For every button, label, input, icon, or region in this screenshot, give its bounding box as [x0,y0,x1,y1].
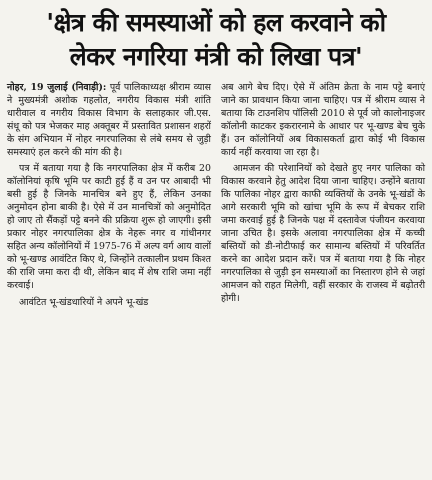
right-column [221,82,425,313]
left-column [7,82,211,313]
article-body [7,82,425,313]
paragraph-3: आवंटित भू-खंडधारियों ने अपने भू-खंड [19,296,149,308]
paragraph-1 [7,82,211,159]
paragraph-4: अब आगे बेच दिए। ऐसे में अंतिम क्रेता के नाम पट्टे बनाएं जाने का प्रावधान किया जाना चाहिए। पत्र में श्रीराम व्यास ने बताया कि टाउनशिप पॉलिसी 2010 से पूर्व जो कालोनाइजर कॉलोनी काटकर इकरारनामे के आधार पर भू-खण्ड बेच चुके हैं। उन कॉलोनियों अब विकासकर्ता द्वारा कोई भी विकास कार्य नहीं करवाया जा रहा है। [221,82,425,158]
dateline: नोहर, 19 जुलाई (निवाड़ी): [7,82,107,93]
headline [7,6,425,74]
paragraph-2: पत्र में बताया गया है कि नगरपालिका क्षेत्र में करीब 20 कॉलोनियां कृषि भूमि पर काटी हुई हैं व उन पर आबादी भी बसी हुई है जिनके मानचित्र बने हुए हैं, लेकिन उनका अनुमोदन होना बाकी है। ऐसे में उन मानचित्रों को अनुमोदित हो जाए तो सैंकड़ों पट्टे बनने की प्रक्रिया शुरू हो जाएगी। इसी प्रकार नोहर नगरपालिका क्षेत्र के नेहरू नगर व गांधीनगर सहित अन्य कॉलोनियों में 1975-76 में अल्प वर्ग आय वालों को भू-खण्ड आवंटित किए थे, जिन्होंने तत्कालीन प्रथम किश्त की राशि जमा करा दी थी, लेकिन बाद में शेष राशि जमा नहीं करवाई। [7,163,211,291]
headline-line-2: लेकर नगरिया मंत्री को लिखा पत्र' [69,42,363,71]
headline-line-1: 'क्षेत्र की समस्याओं को हल करवाने को [46,8,386,37]
paragraph-1-text: पूर्व पालिकाध्यक्ष श्रीराम व्यास ने मुख्यमंत्री अशोक गहलोत, नगरीय विकास मंत्री शांति धारीवाल व नगरीय विकास विभाग के सलाहकार जी.एस. संधू को पत्र भेजकर माह अक्तूबर में प्रस्तावित प्रशासन शहरों के संग अभियान में नोहर नगरपालिका से लंबे समय से जुड़ी समस्याएं हल करने की मांग की है। [7,82,211,158]
paragraph-5: आमजन की परेशानियों को देखते हुए नगर पालिका को विकास करवाने हेतु आदेश दिया जाना चाहिए। उन्होंने बताया कि पालिका नोहर द्वारा काफी व्यक्तियों के उनके भू-खंडों के आगे सरकारी भूमि को खांचा भूमि के रूप में बेचकर राशि जमा करवाई हुई है जिनके पक्ष में दस्तावेज पंजीयन करवाया जाना उचित है। इसके अलावा नगरपालिका क्षेत्र में कच्ची बस्तियों को डी-नोटीफाई कर सामान्य बस्तियों में परिवर्तित करने का आदेश प्रदान करें। पत्र में बताया गया है कि नोहर नगरपालिका से जुड़ी इन समस्याओं का निस्तारण होने से जहां आमजन को राहत मिलेगी, वहीं सरकार के राजस्व में बढ़ोतरी होगी। [221,163,425,304]
